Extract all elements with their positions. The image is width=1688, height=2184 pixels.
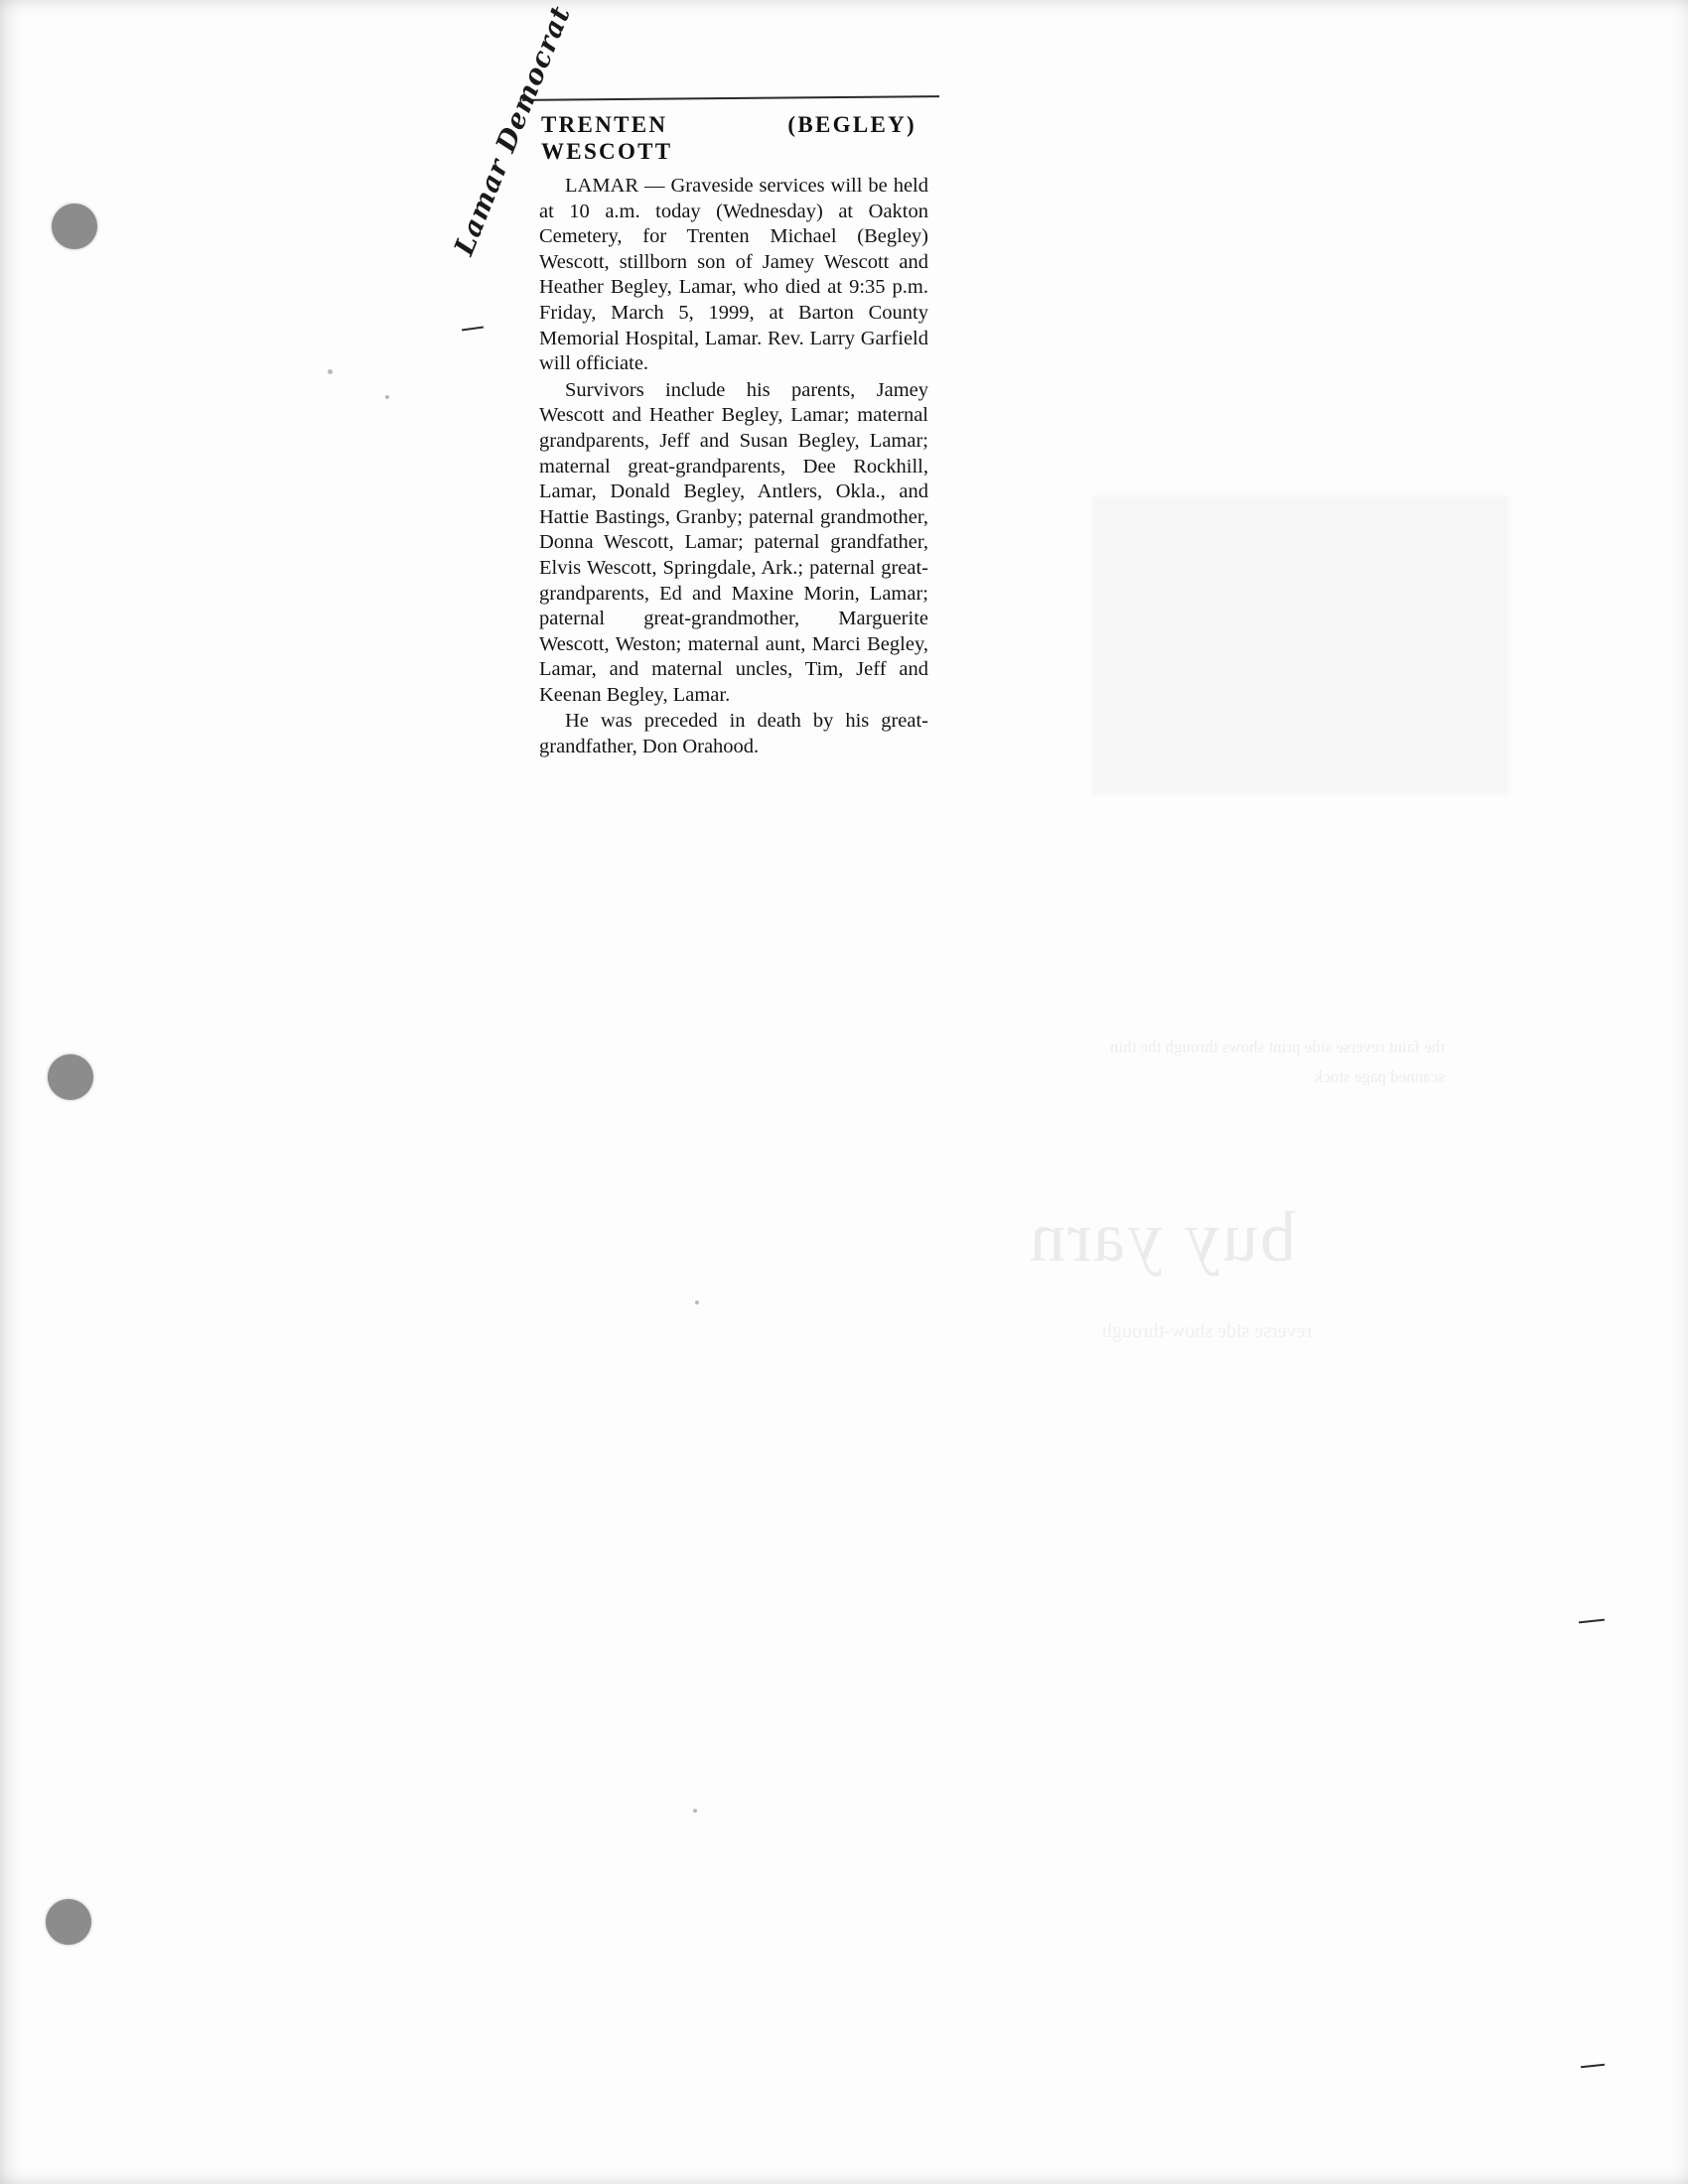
scan-speck	[693, 1809, 697, 1813]
ghost-subtext: reverse side show-through	[1102, 1320, 1313, 1342]
handwritten-source: Lamar Democrat	[449, 1, 578, 260]
stray-pen-mark	[1579, 1619, 1605, 1624]
obituary-paragraph-3: He was preceded in death by his great-grandfather, Don Orahood.	[539, 710, 928, 758]
scan-speck	[695, 1300, 699, 1304]
obituary-headline	[541, 111, 948, 165]
ghost-image-block	[1092, 496, 1509, 794]
binder-hole-bottom	[46, 1899, 91, 1945]
binder-hole-middle	[48, 1054, 93, 1100]
newspaper-clipping	[516, 97, 948, 760]
stray-pen-mark	[462, 326, 484, 331]
obituary-paragraph-2: Survivors include his parents, Jamey Wescott and Heather Begley, Lamar; maternal grandparents, Jeff and Susan Begley, Lamar; maternal great-grandparents, Dee Rockhill, Lamar, Donald Begley, Antlers, Okla., and Hattie Bastings, Granby; paternal grandmother, Donna Wescott, Lamar; paternal grandfather, Elvis Wescott, Springdale, Ark.; paternal great-grandparents, Ed and Maxine Morin, Lamar; paternal great-grandmother, Marguerite Wescott, Weston; maternal aunt, Marci Begley, Lamar, and maternal uncles, Tim, Jeff and Keenan Begley, Lamar.	[539, 378, 928, 706]
headline-name: TRENTEN	[541, 112, 668, 137]
obituary-paragraph-1: LAMAR — Graveside services will be held at 10 a.m. today (Wednesday) at Oakton Cemetery, for Trenten Michael (Begley) Wescott, stillborn son of Jamey Wescott and Heather Begley, Lamar, who died at 9:35 p.m. Friday, March 5, 1999, at Barton County Memorial Hospital, Lamar. Rev. Larry Garfield will officiate.	[539, 175, 928, 375]
headline-surname: WESCOTT	[541, 139, 673, 164]
headline-maiden-name: (BEGLEY)	[787, 112, 916, 137]
scan-speck	[385, 395, 389, 399]
scan-speck	[328, 369, 333, 374]
ghost-text-lines: the faint reverse side print shows through the thin scanned page stock	[1109, 1037, 1445, 1086]
ghost-headline-word: buy yarn	[1028, 1197, 1296, 1277]
stray-pen-mark	[1581, 2064, 1605, 2068]
binder-hole-top	[52, 204, 97, 249]
obituary-body	[539, 174, 928, 760]
clipping-top-rule	[522, 95, 939, 101]
